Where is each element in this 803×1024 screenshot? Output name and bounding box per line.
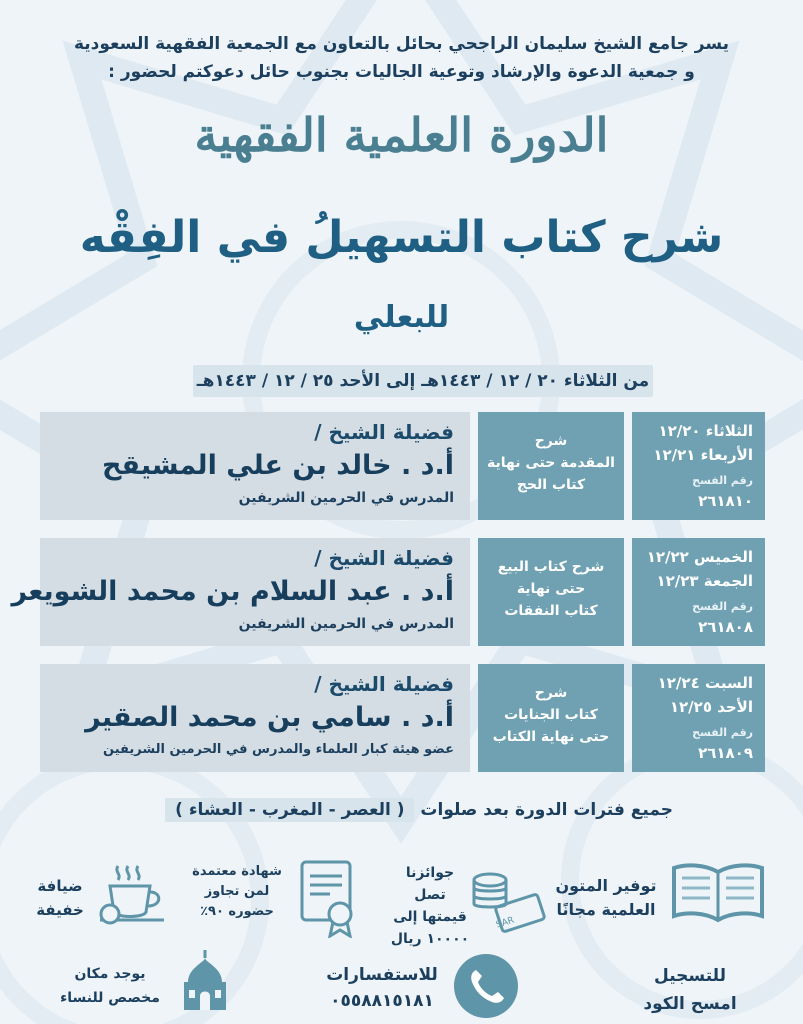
feature-certificate-line: لمن تجاوز [204,884,270,899]
teacher-role: المدرس في الحرمين الشريفين [238,616,454,632]
feature-women-area [50,962,170,1010]
dates-panel [632,664,765,772]
feature-prizes-line: ١٠٠٠٠ ريال [390,931,470,947]
prayer-times-note [165,800,673,820]
feature-hospitality [28,874,92,922]
contact-block [316,962,448,1014]
feature-prizes-line: قيمتها إلى [393,909,467,925]
teacher-name: أ.د . سامي بن محمد الصقير [85,702,454,733]
open-book-icon [668,860,768,926]
teacher-name: أ.د . عبد السلام بن محمد الشويعر [11,576,454,607]
permit-number: ٢٦١٨١٠ [698,492,753,510]
teacher-role: المدرس في الحرمين الشريفين [238,490,454,506]
teacher-honor: فضيلة الشيخ / [314,546,454,570]
feature-prizes [388,862,472,950]
teacher-panel [40,412,470,520]
dates-panel [632,538,765,646]
feature-hospitality-line: ضيافة [37,877,83,895]
topic-line: شرح [534,685,568,701]
permit-number: ٢٦١٨٠٩ [698,744,753,762]
book-author: للبعلي [353,300,450,335]
coffee-cup-icon [96,862,170,932]
permit-label: رقم الفسح [692,474,753,487]
topic-line: شرح [534,433,568,449]
feature-certificate-line: شهادة معتمدة [192,864,282,879]
topic-line: شرح كتاب البيع [497,559,605,575]
money-icon [468,862,546,934]
topic-line: كتاب الحج [516,477,586,493]
teacher-name: أ.د . خالد بن علي المشيقح [101,450,454,481]
register-note [620,962,760,1018]
feature-women-line: يوجد مكان [74,966,146,982]
teacher-panel [40,664,470,772]
prayer-note-times: ( العصر - المغرب - العشاء ) [165,798,414,822]
feature-books-line: العلمية مجانًا [556,900,656,919]
session-row [40,412,765,520]
teacher-panel [11,538,470,646]
svg-text:SAR: SAR [494,915,516,931]
feature-women-line: مخصص للنساء [60,990,160,1006]
permit-label: رقم الفسح [692,726,753,739]
feature-hospitality-line: خفيفة [36,901,84,919]
teacher-honor: فضيلة الشيخ / [314,420,454,444]
topic-panel [478,664,624,772]
session-day-1: السبت ١٢/٢٤ [657,674,753,692]
feature-books-line: توفير المتون [555,876,657,895]
feature-prizes-line: جوائزنا تصل [405,865,455,903]
topic-line: حتى نهاية [516,581,586,597]
intro-text [40,30,763,86]
teacher-role: عضو هيئة كبار العلماء والمدرس في الحرمين الشريفين [103,742,454,757]
topic-line: كتاب النفقات [504,603,598,619]
feature-books [548,874,664,922]
session-day-2: الأربعاء ١٢/٢١ [653,446,753,464]
session-day-1: الثلاثاء ١٢/٢٠ [658,422,753,440]
session-day-1: الخميس ١٢/٢٢ [646,548,753,566]
contact-phone[interactable]: ٠٥٥٨٨١٥١٨١ [330,991,434,1011]
date-range: من الثلاثاء ٢٠ / ١٢ / ١٤٤٣هـ إلى الأحد ٢٥ / ١٢ / ١٤٤٣هـ [193,365,653,397]
page-title: شرح كتاب التسهيلُ في الفِقْه [79,212,724,263]
dates-panel [632,412,765,520]
certificate-icon [296,858,362,938]
register-line: للتسجيل [654,966,726,986]
register-line: امسح الكود [643,994,737,1014]
phone-icon[interactable] [452,952,520,1020]
intro-line-2: و جمعية الدعوة والإرشاد وتوعية الجاليات بجنوب حائل دعوكتم لحضور : [108,62,695,82]
session-row [11,538,765,646]
permit-label: رقم الفسح [692,600,753,613]
session-day-2: الأحد ١٢/٢٥ [669,698,753,716]
topic-line: المقدمة حتى نهاية [487,455,615,471]
session-row [40,664,765,772]
course-label: الدورة العلمية الفقهية [194,108,609,162]
topic-panel [478,412,624,520]
topic-line: كتاب الجنايات [504,707,598,723]
teacher-honor: فضيلة الشيخ / [314,672,454,696]
intro-line-1: يسر جامع الشيخ سليمان الراجحي بحائل بالتعاون مع الجمعية الفقهية السعودية [73,34,729,54]
contact-label: للاستفسارات [326,965,438,985]
mosque-icon [176,948,234,1014]
session-day-2: الجمعة ١٢/٢٣ [656,572,753,590]
feature-certificate [178,862,296,922]
topic-line: حتى نهاية الكتاب [492,729,610,745]
permit-number: ٢٦١٨٠٨ [698,618,753,636]
topic-panel [478,538,624,646]
feature-certificate-line: حضوره ٩٠٪ [200,904,274,919]
prayer-note-prefix: جميع فترات الدورة بعد صلوات [420,800,673,820]
